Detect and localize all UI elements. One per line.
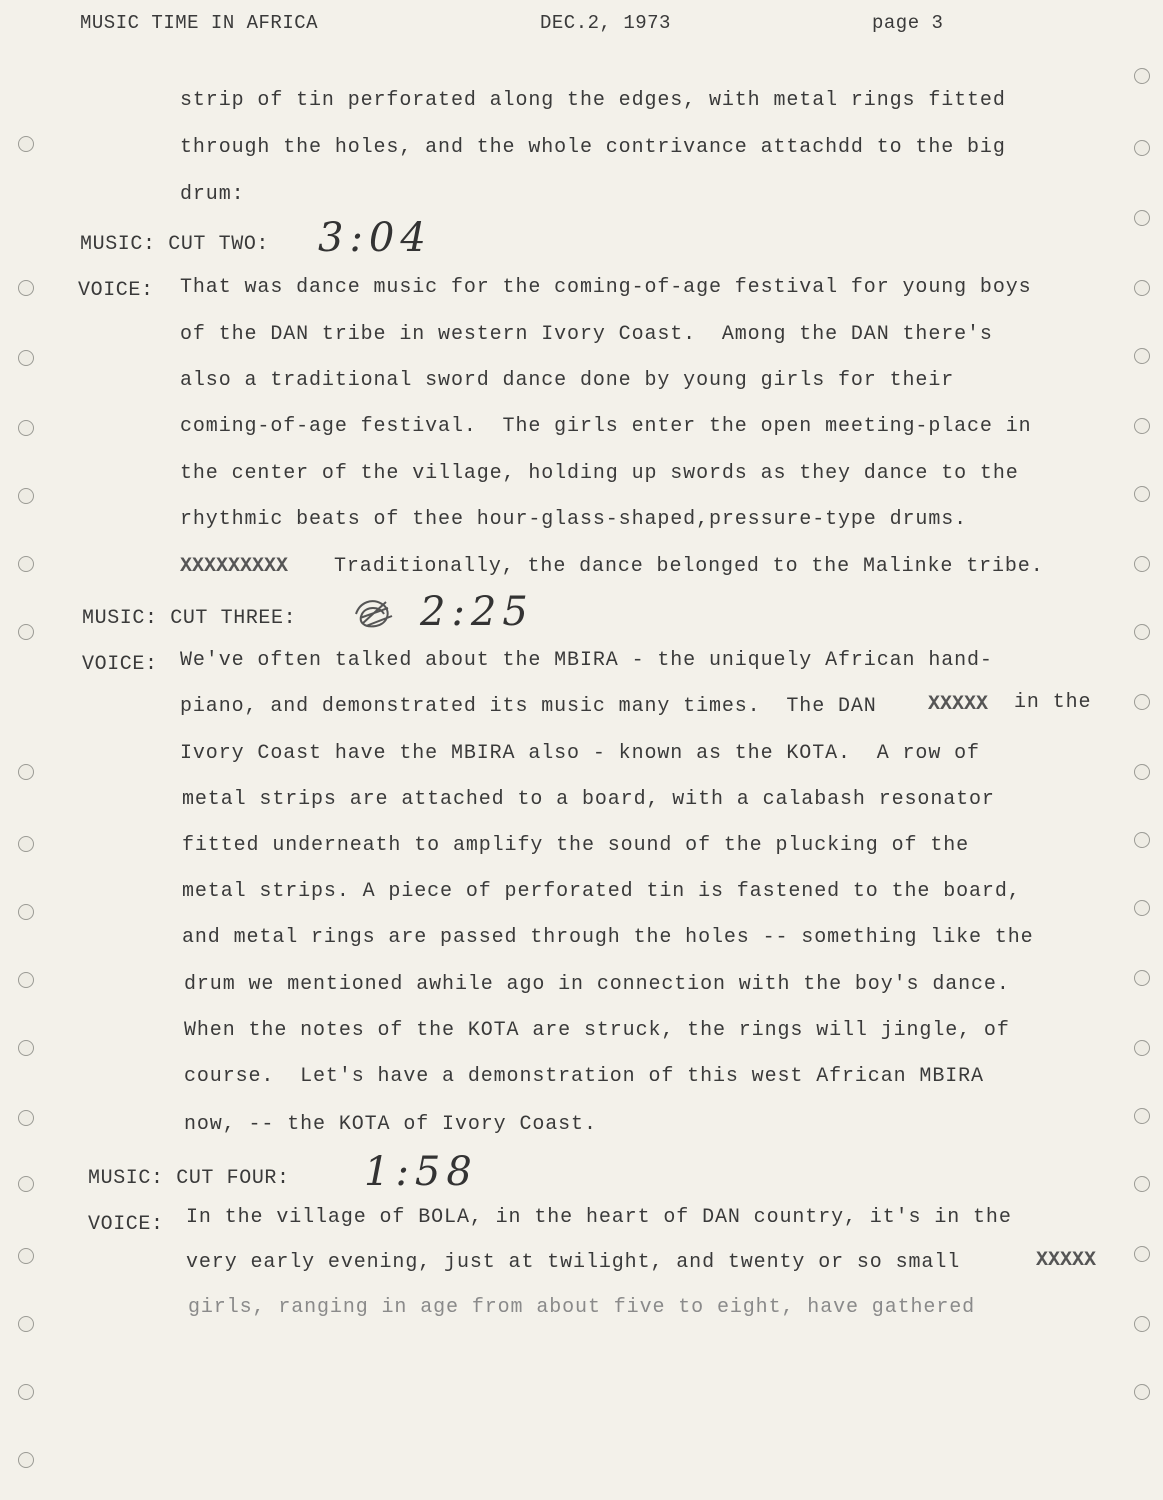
text-line: Traditionally, the dance belonged to the Malinke tribe. — [334, 555, 1044, 578]
text-line: coming-of-age festival. The girls enter the open meeting-place in — [180, 415, 1032, 438]
binder-hole-icon — [1134, 1040, 1150, 1056]
text-line: When the notes of the KOTA are struck, the rings will jingle, of — [184, 1019, 1010, 1042]
binder-hole-icon — [1134, 1108, 1150, 1124]
text-line: also a traditional sword dance done by young girls for their — [180, 369, 955, 392]
binder-hole-icon — [18, 136, 34, 152]
binder-hole-icon — [18, 280, 34, 296]
page-header — [80, 12, 980, 42]
struck-out-text: XXXXX — [928, 693, 989, 716]
binder-hole-icon — [18, 1110, 34, 1126]
binder-hole-icon — [18, 420, 34, 436]
voice-cue-label: VOICE: — [88, 1213, 164, 1236]
binder-hole-icon — [1134, 900, 1150, 916]
header-title: MUSIC TIME IN AFRICA — [80, 12, 319, 34]
text-line: piano, and demonstrated its music many times. The DAN — [180, 695, 877, 718]
music-cue-label: MUSIC: CUT FOUR: — [88, 1167, 290, 1190]
binder-hole-icon — [1134, 624, 1150, 640]
binder-hole-icon — [1134, 832, 1150, 848]
text-line: metal strips are attached to a board, with a calabash resonator — [182, 788, 995, 811]
text-line: girls, ranging in age from about five to eight, have gathered — [188, 1296, 976, 1319]
binder-hole-icon — [1134, 556, 1150, 572]
binder-hole-icon — [18, 1040, 34, 1056]
binder-hole-icon — [1134, 1246, 1150, 1262]
binder-hole-icon — [18, 624, 34, 640]
binder-hole-icon — [18, 1176, 34, 1192]
text-line: of the DAN tribe in western Ivory Coast. Among the DAN there's — [180, 323, 993, 346]
text-line: the center of the village, holding up swords as they dance to the — [180, 462, 1019, 485]
text-line: through the holes, and the whole contrivance attachdd to the big — [180, 136, 1006, 159]
text-line: We've often talked about the MBIRA - the uniquely African hand- — [180, 649, 993, 672]
text-line: That was dance music for the coming-of-age festival for young boys — [180, 276, 1032, 299]
binder-hole-icon — [18, 350, 34, 366]
binder-hole-icon — [18, 488, 34, 504]
text-line: course. Let's have a demonstration of this west African MBIRA — [184, 1065, 984, 1088]
binder-hole-icon — [1134, 970, 1150, 986]
binder-hole-icon — [18, 1452, 34, 1468]
voice-cue-label: VOICE: — [78, 279, 154, 302]
binder-hole-icon — [18, 836, 34, 852]
text-line: drum we mentioned awhile ago in connection with the boy's dance. — [184, 973, 1010, 996]
handwritten-time: 3:04 — [318, 215, 432, 261]
scribble-mark-icon — [352, 596, 396, 630]
text-line: now, -- the KOTA of Ivory Coast. — [184, 1113, 597, 1136]
handwritten-time: 2:25 — [420, 589, 534, 635]
binder-hole-icon — [1134, 140, 1150, 156]
struck-out-text: XXXXX — [1036, 1249, 1097, 1272]
music-cue-label: MUSIC: CUT THREE: — [82, 607, 297, 630]
text-line: and metal rings are passed through the holes -- something like the — [182, 926, 1034, 949]
binder-hole-icon — [1134, 418, 1150, 434]
text-line: In the village of BOLA, in the heart of DAN country, it's in the — [186, 1206, 1012, 1229]
music-cue-label: MUSIC: CUT TWO: — [80, 233, 270, 256]
binder-hole-icon — [18, 556, 34, 572]
text-line: drum: — [180, 183, 245, 206]
binder-hole-icon — [1134, 280, 1150, 296]
binder-hole-icon — [18, 1316, 34, 1332]
binder-hole-icon — [1134, 694, 1150, 710]
text-line: in the — [1014, 691, 1092, 714]
binder-hole-icon — [18, 1248, 34, 1264]
binder-hole-icon — [1134, 764, 1150, 780]
handwritten-time: 1:58 — [364, 1149, 478, 1195]
binder-hole-icon — [1134, 210, 1150, 226]
text-line: strip of tin perforated along the edges, with metal rings fitted — [180, 89, 1006, 112]
binder-hole-icon — [1134, 1176, 1150, 1192]
binder-hole-icon — [1134, 1316, 1150, 1332]
binder-hole-icon — [1134, 348, 1150, 364]
binder-hole-icon — [18, 764, 34, 780]
binder-hole-icon — [18, 972, 34, 988]
header-page-number: page 3 — [872, 12, 944, 34]
text-line: rhythmic beats of thee hour-glass-shaped,pressure-type drums. — [180, 508, 968, 531]
text-line: metal strips. A piece of perforated tin is fastened to the board, — [182, 880, 1021, 903]
text-line: Ivory Coast have the MBIRA also - known as the KOTA. A row of — [180, 742, 980, 765]
struck-out-text: XXXXXXXXX — [180, 555, 289, 578]
binder-hole-icon — [1134, 68, 1150, 84]
binder-hole-icon — [1134, 486, 1150, 502]
text-line: fitted underneath to amplify the sound of the plucking of the — [182, 834, 970, 857]
header-date: DEC.2, 1973 — [540, 12, 671, 34]
binder-hole-icon — [18, 1384, 34, 1400]
binder-hole-icon — [1134, 1384, 1150, 1400]
voice-cue-label: VOICE: — [82, 653, 158, 676]
binder-hole-icon — [18, 904, 34, 920]
text-line: very early evening, just at twilight, and twenty or so small — [186, 1251, 961, 1274]
